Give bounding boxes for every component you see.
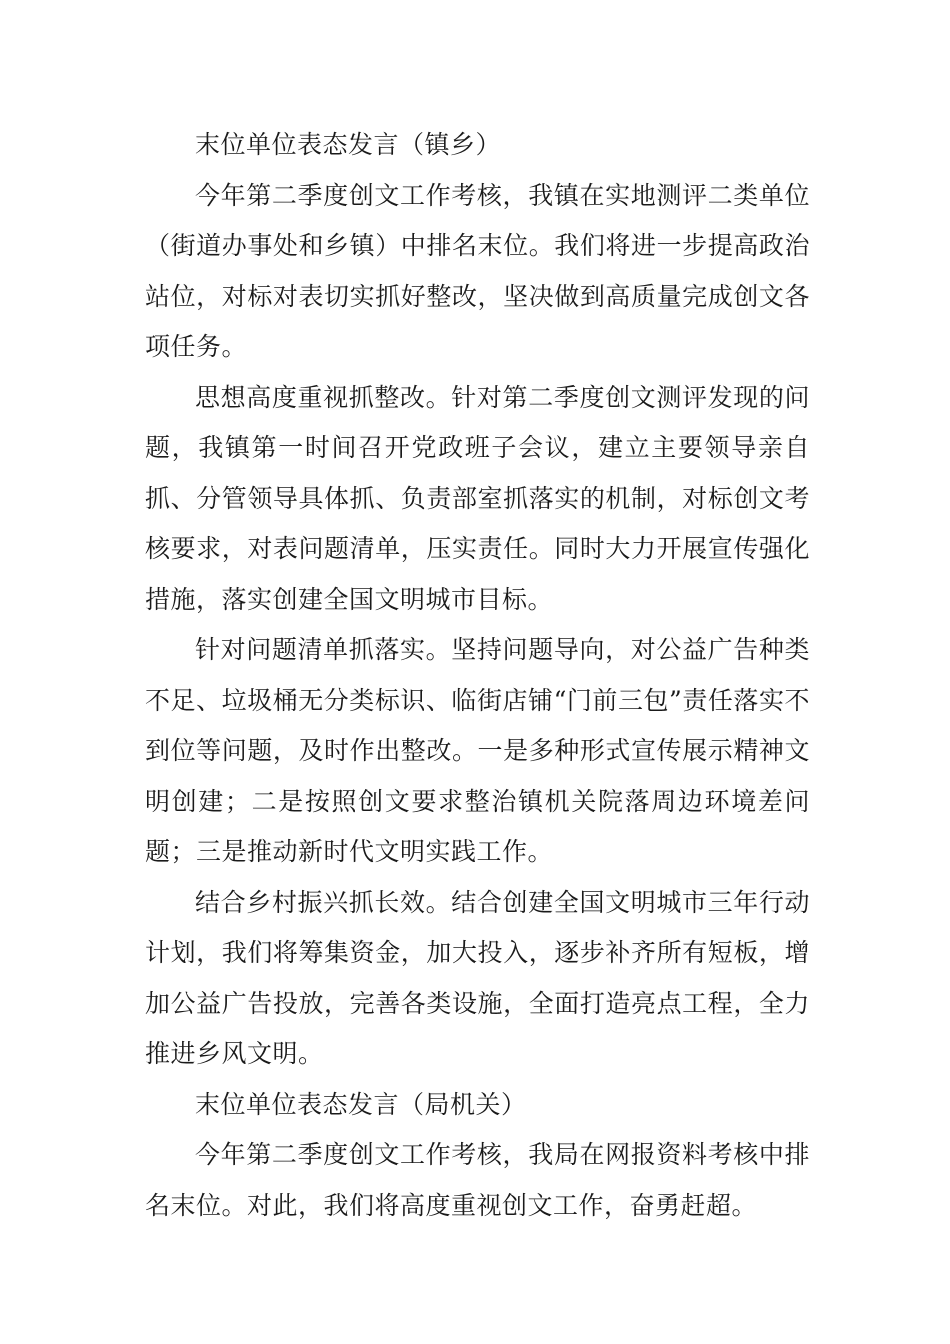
paragraph-rectification: 思想高度重视抓整改。针对第二季度创文测评发现的问题，我镇第一时间召开党政班子会议，建立主要领导亲自抓、分管领导具体抓、负责部室抓落实的机制，对标创文考核要求，对表问题清单，压实责任。同时大力开展宣传强化措施，落实创建全国文明城市目标。	[145, 382, 810, 614]
paragraph-issue-list: 针对问题清单抓落实。坚持问题导向，对公益广告种类不足、垃圾桶无分类标识、临街店铺“门前三包”责任落实不到位等问题，及时作出整改。一是多种形式宣传展示精神文明创建；二是按照创文要求整治镇机关院落周边环境差问题；三是推动新时代文明实践工作。	[145, 635, 810, 866]
paragraph-intro-bureau: 今年第二季度创文工作考核，我局在网报资料考核中排名末位。对此，我们将高度重视创文工作，奋勇赶超。	[145, 1140, 810, 1220]
section-heading-township: 末位单位表态发言（镇乡）	[195, 130, 502, 159]
document-body	[145, 120, 810, 1231]
section-heading-bureau: 末位单位表态发言（局机关）	[195, 1089, 527, 1119]
paragraph-rural-revitalization: 结合乡村振兴抓长效。结合创建全国文明城市三年行动计划，我们将筹集资金，加大投入，逐步补齐所有短板，增加公益广告投放，完善各类设施，全面打造亮点工程，全力推进乡风文明。	[145, 887, 810, 1068]
paragraph-intro-township: 今年第二季度创文工作考核，我镇在实地测评二类单位（街道办事处和乡镇）中排名末位。我们将进一步提高政治站位，对标对表切实抓好整改，坚决做到高质量完成创文各项任务。	[145, 180, 810, 361]
